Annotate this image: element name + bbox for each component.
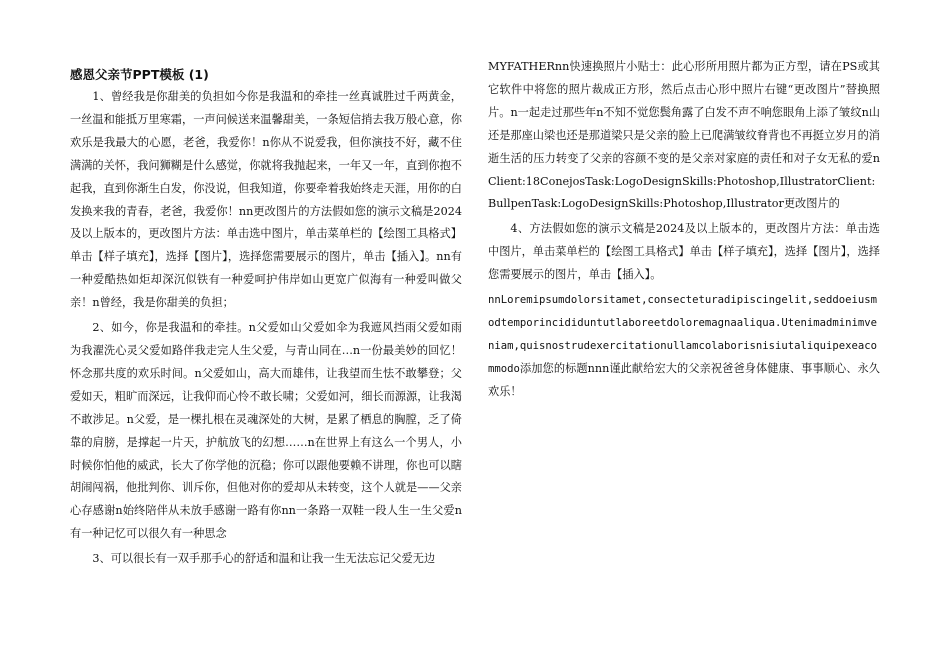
paragraph-2: 2、如今，你是我温和的牵挂。n父爱如山父爱如伞为我遮风挡雨父爱如雨为我濯洗心灵父爱如路伴我走完人生父爱，与青山同在…n一份最美妙的回忆！怀念那共度的欢乐时间。n父爱如山，高大而雄伟，让我望而生怯不敢攀登；父爱如天，粗旷而深远，让我仰而心怜不敢长啸；父爱如河，细长而源源，让我渴不敢涉足。n父爱，是一棵扎根在灵魂深处的大树，是累了栖息的胸膛，乏了倚靠的肩膀，是撑起一片天，护航放飞的幻想……n在世界上有这么一个男人，小时候你怕他的威武，长大了你学他的沉稳；你可以跟他要赖不讲理，你也可以瞎胡闹闯祸，他批判你、训斥你，但他对你的爱却从未转变，这个人就是——父亲心存感谢n始终陪伴从未放手感谢一路有你nn一条路一双鞋一段人生一生父爱n有一种记忆可以很久有一种思念 [70,321,462,541]
right-column [488,56,880,404]
paragraph-1: 1、曾经我是你甜美的负担如今你是我温和的牵挂一丝真诚胜过千两黄金，一丝温和能抵万里寒霜，一声问候送来温馨甜美，一条短信捎去我万般心意，你欢乐是我最大的心愿，老爸，我爱你！n你从不说爱我，但你演技不好，藏不住满满的关怀，我问狮糊是什么感觉，你就将我抛起来，一年又一年，直到你抱不起我，直到你渐生白发，你没说，但我知道，你要牵着我始终走天涯，用你的白发换来我的青春，老爸，我爱你！nn更改图片的方法假如您的演示文稿是2024及以上版本的，更改图片方法：单击选中图片，单击菜单栏的【绘图工具格式】单击【样子填充】，选择【图片】，选择您需要展示的图片，单击【插入】。nn有一种爱酷热如炬却深沉似铁有一种爱呵护伟岸如山更宽广似海有一种爱叫做父亲！n曾经，我是你甜美的负担； [70,90,462,310]
document-title: 感恩父亲节PPT模板 (1) [70,67,209,82]
paragraph-4: 4、方法假如您的演示文稿是2024及以上版本的，更改图片方法：单击选中图片，单击菜单栏的【绘图工具格式】单击【样子填充】，选择【图片】，选择您需要展示的图片，单击【插入】。 [488,222,880,282]
lorem-paragraph [488,289,880,404]
paragraph-continued: MYFATHERnn快速换照片小贴士：此心形所用照片都为正方型，请在PS或其它软件中将您的照片裁成正方形，然后点击心形中照片右键“更改图片”替换照片。n一起走过那些年n不知不觉您鬓角露了白发不声不响您眼角上添了皱纹n山还是那座山梁也还是那道梁只是父亲的脸上已爬满皱纹脊背也不再挺立岁月的消逝生活的压力转变了父亲的容颜不变的是父亲对家庭的责任和对子女无私的爱nClient:18ConejosTask:LogoDesignSkills:Photoshop,IllustratorClient:BullpenTask:LogoDesignSkills:Photoshop,Illustrator更改图片的 [488,60,880,211]
paragraph-3: 3、可以很长有一双手那手心的舒适和温和让我一生无法忘记父爱无边 [92,552,436,566]
lorem-text: nnLoremipsumdolorsitamet,consecteturadipiscingelit,seddoeiusmodtemporincididuntutlaboreetdoloremagnaaliqua.Utenimadminimveniam,quisnostrudexercitationullamcolaborisnisiutaliquipexeacommodo [488,294,878,375]
closing-text: 添加您的标题nnn谨此献给宏大的父亲祝爸爸身体健康、事事顺心、永久欢乐！ [488,361,880,398]
left-column [70,56,462,571]
